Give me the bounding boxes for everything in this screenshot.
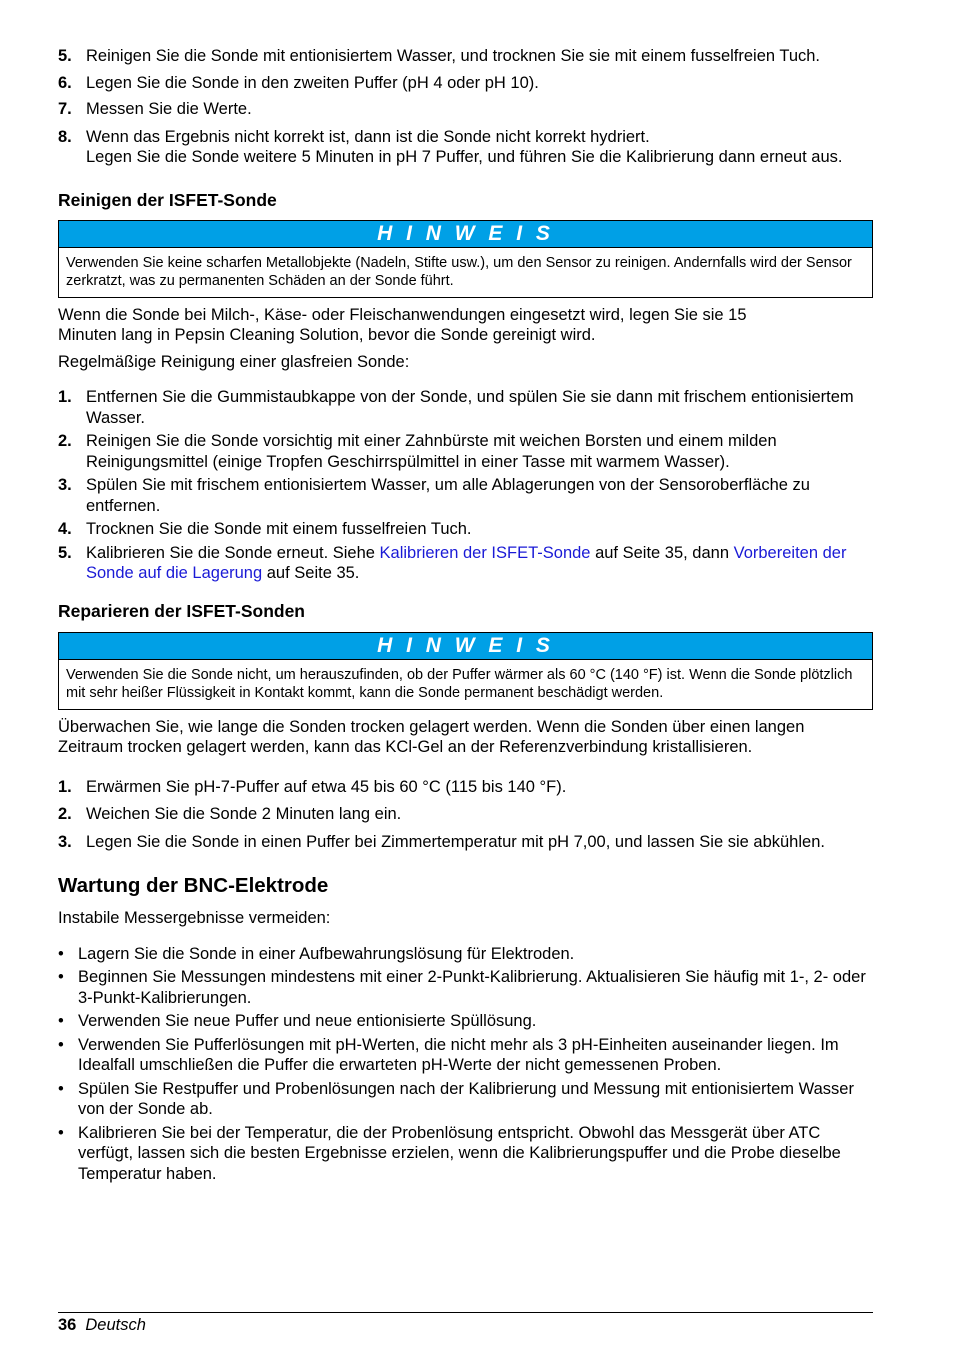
notice-text: Verwenden Sie keine scharfen Metallobjekte (Nadeln, Stifte usw.), um den Sensor zu reinigen. Andernfalls wird der Sensor zerkratzt, was zu permanenten Schäden an der Sonde führt. xyxy=(66,254,852,289)
bullet-icon: • xyxy=(58,1012,64,1030)
section-heading-bnc: Wartung der BNC-Elektrode xyxy=(58,874,329,897)
list-item xyxy=(58,46,873,67)
paragraph: Wenn die Sonde bei Milch-, Käse- oder Fleischanwendungen eingesetzt wird, legen Sie sie 15 Minuten lang in Pepsin Cleaning Solution, bevor die Sonde gereinigt wird. xyxy=(58,305,747,344)
step-number: 4. xyxy=(58,520,72,538)
section-heading-repair: Reparieren der ISFET-Sonden xyxy=(58,600,305,621)
step-text: Erwärmen Sie pH-7-Puffer auf etwa 45 bis 60 °C (115 bis 140 °F). xyxy=(86,777,567,796)
step-text: Reinigen Sie die Sonde mit entionisiertem Wasser, und trocknen Sie sie mit einem fusselfreien Tuch. xyxy=(86,47,821,65)
list-item xyxy=(58,99,873,120)
step-text: Weichen Sie die Sonde 2 Minuten lang ein. xyxy=(86,805,402,823)
step-number: 7. xyxy=(58,100,72,118)
paragraph: Instabile Messergebnisse vermeiden: xyxy=(58,909,331,927)
list-item xyxy=(58,519,873,540)
step-number: 5. xyxy=(58,543,72,562)
bullet-icon: • xyxy=(58,944,64,963)
section-heading-cleaning: Reinigen der ISFET-Sonde xyxy=(58,189,277,210)
list-item xyxy=(58,777,873,798)
bullet-icon: • xyxy=(58,1035,64,1054)
bullet-icon: • xyxy=(58,968,64,986)
step-text: Messen Sie die Werte. xyxy=(86,100,252,118)
list-item xyxy=(58,387,873,428)
paragraph: Überwachen Sie, wie lange die Sonden trocken gelagert werden. Wenn die Sonden über einen langen Zeitraum trocken gelagert werden, kann das KCl-Gel an der Referenzverbindung kristallisieren. xyxy=(58,717,805,756)
bnc-bullets xyxy=(58,944,873,1185)
step-number: 5. xyxy=(58,47,72,65)
list-item xyxy=(58,475,873,516)
page-number: 36 xyxy=(58,1316,77,1334)
page-content xyxy=(58,46,873,1184)
step-text: Wenn das Ergebnis nicht korrekt ist, dann ist die Sonde nicht korrekt hydriert. xyxy=(86,127,650,146)
step-number: 2. xyxy=(58,432,72,450)
step-number: 3. xyxy=(58,832,72,851)
cleaning-steps xyxy=(58,387,873,584)
notice-title: H I N W E I S xyxy=(59,633,872,660)
list-item xyxy=(58,804,873,825)
notice-box xyxy=(58,220,873,298)
step-text: auf Seite 35, dann xyxy=(590,543,734,562)
list-item xyxy=(58,543,873,584)
step-text: Legen Sie die Sonde weitere 5 Minuten in pH 7 Puffer, und führen Sie die Kalibrierung dann erneut aus. xyxy=(86,148,843,166)
step-text: Kalibrieren Sie die Sonde erneut. Siehe xyxy=(86,543,380,562)
step-text: auf Seite 35. xyxy=(262,564,360,582)
list-item xyxy=(58,73,873,94)
bullet-icon: • xyxy=(58,1123,64,1142)
step-text: Legen Sie die Sonde in den zweiten Puffer (pH 4 oder pH 10). xyxy=(86,73,539,92)
list-item: • Spülen Sie Restpuffer und Probenlösungen nach der Kalibrierung und Messung mit entionisiertem Wasser von der Sonde ab. xyxy=(58,1079,854,1118)
bullet-icon: • xyxy=(58,1079,64,1098)
step-number: 3. xyxy=(58,476,72,494)
list-item: • Lagern Sie die Sonde in einer Aufbewahrungslösung für Elektroden. xyxy=(58,944,575,963)
list-item: • Verwenden Sie Pufferlösungen mit pH-Werten, die nicht mehr als 3 pH-Einheiten auseinander liegen. Im Idealfall umschließen die Puffer die erwarteten pH-Werte der nicht gemessenen Proben. xyxy=(58,1035,839,1074)
paragraph: Regelmäßige Reinigung einer glasfreien Sonde: xyxy=(58,352,410,371)
list-item xyxy=(58,127,873,168)
intro-steps xyxy=(58,46,873,168)
list-item: • Verwenden Sie neue Puffer und neue entionisierte Spüllösung. xyxy=(58,1012,537,1030)
list-item: • Beginnen Sie Messungen mindestens mit einer 2-Punkt-Kalibrierung. Aktualisieren Sie häufig mit 1-, 2- oder 3-Punkt-Kalibrierungen. xyxy=(58,968,866,1007)
footer-language: Deutsch xyxy=(85,1316,146,1334)
step-number: 1. xyxy=(58,388,72,406)
step-number: 8. xyxy=(58,127,72,146)
step-text: Reinigen Sie die Sonde vorsichtig mit einer Zahnbürste mit weichen Borsten und einem milden Reinigungsmittel (einige Tropfen Geschirrspülmittel in einer Tasse mit warmem Wasser). xyxy=(86,432,777,471)
step-text: Spülen Sie mit frischem entionisiertem Wasser, um alle Ablagerungen von der Sensoroberfläche zu entfernen. xyxy=(86,476,810,515)
step-text: Trocknen Sie die Sonde mit einem fusselfreien Tuch. xyxy=(86,520,472,538)
step-text: Legen Sie die Sonde in einen Puffer bei Zimmertemperatur mit pH 7,00, und lassen Sie sie abkühlen. xyxy=(86,832,825,851)
step-number: 2. xyxy=(58,805,72,823)
list-item xyxy=(58,431,873,472)
page-footer xyxy=(58,1312,873,1335)
step-number: 6. xyxy=(58,73,72,92)
step-number: 1. xyxy=(58,777,72,796)
list-item xyxy=(58,832,873,853)
link-kalibrieren[interactable]: Kalibrieren der ISFET-Sonde xyxy=(379,543,591,562)
notice-title: H I N W E I S xyxy=(59,221,872,248)
step-text: Entfernen Sie die Gummistaubkappe von der Sonde, und spülen Sie sie dann mit frischem entionisiertem Wasser. xyxy=(86,388,854,427)
link-vorbereiten[interactable]: Vorbereiten der Sonde auf die Lagerung xyxy=(86,543,847,582)
notice-box xyxy=(58,632,873,710)
list-item: • Kalibrieren Sie bei der Temperatur, die der Probenlösung entspricht. Obwohl das Messgerät über ATC verfügt, lassen sich die besten Ergebnisse erzielen, wenn die Kalibrierungspuffer und die Probe dieselbe Temperatur haben. xyxy=(58,1123,841,1183)
repair-steps xyxy=(58,777,873,853)
notice-text: Verwenden Sie die Sonde nicht, um herauszufinden, ob der Puffer wärmer als 60 °C (140 °F) ist. Wenn die Sonde plötzlich mit sehr heißer Flüssigkeit in Kontakt kommt, kann die Sonde permanent beschädigt werden. xyxy=(66,666,853,701)
